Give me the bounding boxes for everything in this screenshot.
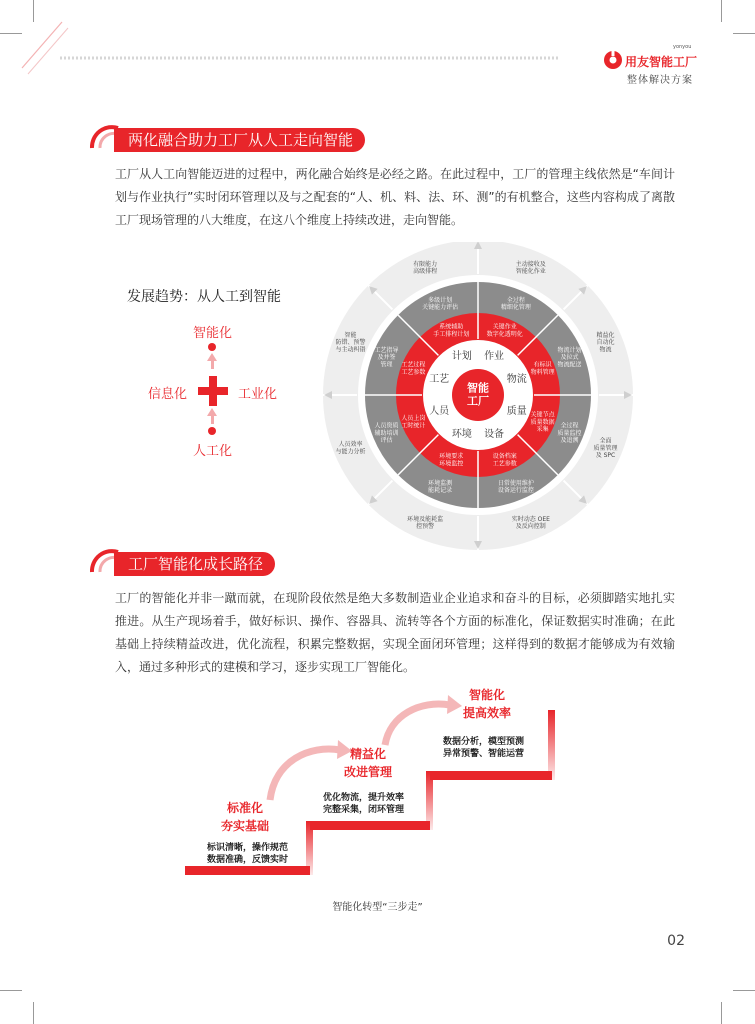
step-tread <box>310 821 430 830</box>
outer-ring-label: 有限能力高级排程 <box>413 260 438 275</box>
step1-title-line2: 夯实基础 <box>220 819 269 833</box>
trend-label-left: 信息化 <box>148 387 188 402</box>
crop-mark <box>0 990 22 991</box>
stairs-caption: 智能化转型“三步走” <box>332 902 423 913</box>
dimension-label: 计划 <box>451 351 472 363</box>
crop-mark <box>733 990 755 991</box>
curved-arrow-icon <box>385 704 450 745</box>
page-number: 02 <box>667 933 685 949</box>
step1-title <box>210 799 280 835</box>
logo-icon <box>603 50 623 70</box>
step3-title <box>452 686 522 722</box>
trend-dot-bottom <box>208 427 216 435</box>
step-tread <box>430 771 552 780</box>
section-title: 两化融合助力工厂从人工走向智能 <box>114 128 365 152</box>
gray-ring-label: 物流计划及拉式物流配送 <box>557 346 582 368</box>
section-title: 工厂智能化成长路径 <box>114 552 275 576</box>
step3-title-line2: 提高效率 <box>462 706 511 720</box>
dimension-label: 作业 <box>484 351 505 363</box>
dimension-label: 物流 <box>506 373 527 385</box>
crop-mark <box>733 33 755 34</box>
arrow-stem <box>211 360 214 369</box>
trend-label-right: 工业化 <box>238 387 278 402</box>
step2-title-line2: 改进管理 <box>343 765 392 779</box>
gray-ring-label: 人员资质辅助培训评估 <box>374 422 399 444</box>
trend-label-bottom: 人工化 <box>193 444 233 459</box>
dimension-label: 质量 <box>506 406 527 418</box>
step-tread <box>185 866 310 875</box>
dimension-label: 环境 <box>451 428 472 440</box>
step2-title-line1: 精益化 <box>349 747 386 761</box>
brand-name: 用友智能工厂 <box>625 55 698 69</box>
outer-ring-label: 主动接收及智能化作业 <box>515 260 546 275</box>
section-paragraph: 工厂的智能化并非一蹴而就，在现阶段依然是绝大多数制造业企业追求和奋斗的目标，必须脚踏实地扎实推进。从生产现场着手，做好标识、操作、容器具、流转等各个方面的标准化，保证数据实时准确；在此基础上持续精益改进，优化流程，积累完整数据，实现全面闭环管理；这样得到的数据才能够成为有效输入，通过多种形式的建模和学习，逐步实现工厂智能化。 <box>115 591 675 674</box>
brand-logo <box>603 44 703 86</box>
step1-description <box>207 842 288 866</box>
red-ring-label: 环境要求环境监控 <box>439 452 464 467</box>
outer-ring-label: 环境及能耗监控预警 <box>407 515 444 530</box>
step1-desc-line1: 标识清晰，操作规范 <box>207 843 289 853</box>
step3-description <box>443 736 524 760</box>
step-riser <box>426 771 433 830</box>
gray-ring-label: 环境监测能耗记录 <box>428 479 453 494</box>
step2-title <box>333 745 403 781</box>
outer-ring-label: 全面质量管理及 SPC <box>593 437 618 459</box>
trend-label-top: 智能化 <box>193 326 233 341</box>
step1-desc-line2: 数据准确，反馈实时 <box>207 855 289 865</box>
step1-title-line1: 标准化 <box>226 801 263 815</box>
dimension-label: 工艺 <box>429 373 450 385</box>
step3-desc-line1: 数据分析，模型预测 <box>443 737 525 747</box>
gray-ring-label: 工艺指导及并签管理 <box>374 346 399 368</box>
trend-dot-top <box>208 343 216 351</box>
red-ring-label: 系统辅助手工排程计划 <box>433 323 470 338</box>
dimension-wheel <box>318 242 638 552</box>
red-ring-label: 人员上岗工时统计 <box>401 414 426 429</box>
outer-ring-label: 实时动态 OEE 及反向控制 <box>511 515 550 530</box>
crop-mark <box>33 1002 34 1024</box>
header-decoration <box>0 0 600 90</box>
red-ring-label: 设备档案工艺参数 <box>492 452 517 467</box>
step-riser <box>548 710 555 780</box>
gray-ring-label: 全过程精细化管理 <box>500 296 531 311</box>
center-label: 智能工厂 <box>467 381 489 408</box>
outer-ring-label: 智能防错、预警与主动纠错 <box>335 331 366 353</box>
brand-tag: yonyou <box>673 44 692 50</box>
red-ring-label: 关键作业数字化透明化 <box>486 323 523 338</box>
step2-desc-line2: 完整采集，闭环管理 <box>323 805 405 815</box>
step2-description <box>323 792 404 816</box>
crop-mark <box>721 0 722 22</box>
crop-mark <box>721 1002 722 1024</box>
arrow-stem <box>211 415 214 424</box>
red-ring-label: 关键节点质量数据采集 <box>530 411 555 433</box>
dimension-label: 人员 <box>429 406 450 418</box>
step3-desc-line2: 异常预警、智能运营 <box>443 749 525 759</box>
step3-title-line1: 智能化 <box>468 688 505 702</box>
gray-ring-label: 多级计划关键能力评估 <box>422 296 459 311</box>
outer-ring-label: 精益化自动化物流 <box>596 331 615 353</box>
plus-icon <box>198 376 228 406</box>
step2-desc-line1: 优化物流，提升效率 <box>323 793 405 803</box>
dimension-label: 设备 <box>484 428 505 440</box>
outer-ring-label: 人员效率与能力分析 <box>335 440 366 455</box>
trend-title: 发展趋势：从人工到智能 <box>127 289 281 305</box>
gray-ring-label: 日常使用维护设备运行监控 <box>497 479 534 494</box>
red-ring-label: 工艺过程工艺参数 <box>401 361 426 376</box>
section-paragraph: 工厂从人工向智能迈进的过程中，两化融合始终是必经之路。在此过程中，工厂的管理主线依然是“车间计划与作业执行”实时闭环管理以及与之配套的“人、机、料、法、环、测”的有机整合，这些内容构成了离散工厂现场管理的八大维度，在这八个维度上持续改进，走向智能。 <box>115 167 675 227</box>
red-ring-label: 有标识物料管理 <box>530 361 555 376</box>
gray-ring-label: 全过程质量监控及追溯 <box>557 422 582 444</box>
step-riser <box>306 821 313 875</box>
brand-subtitle: 整体解决方案 <box>627 75 693 86</box>
